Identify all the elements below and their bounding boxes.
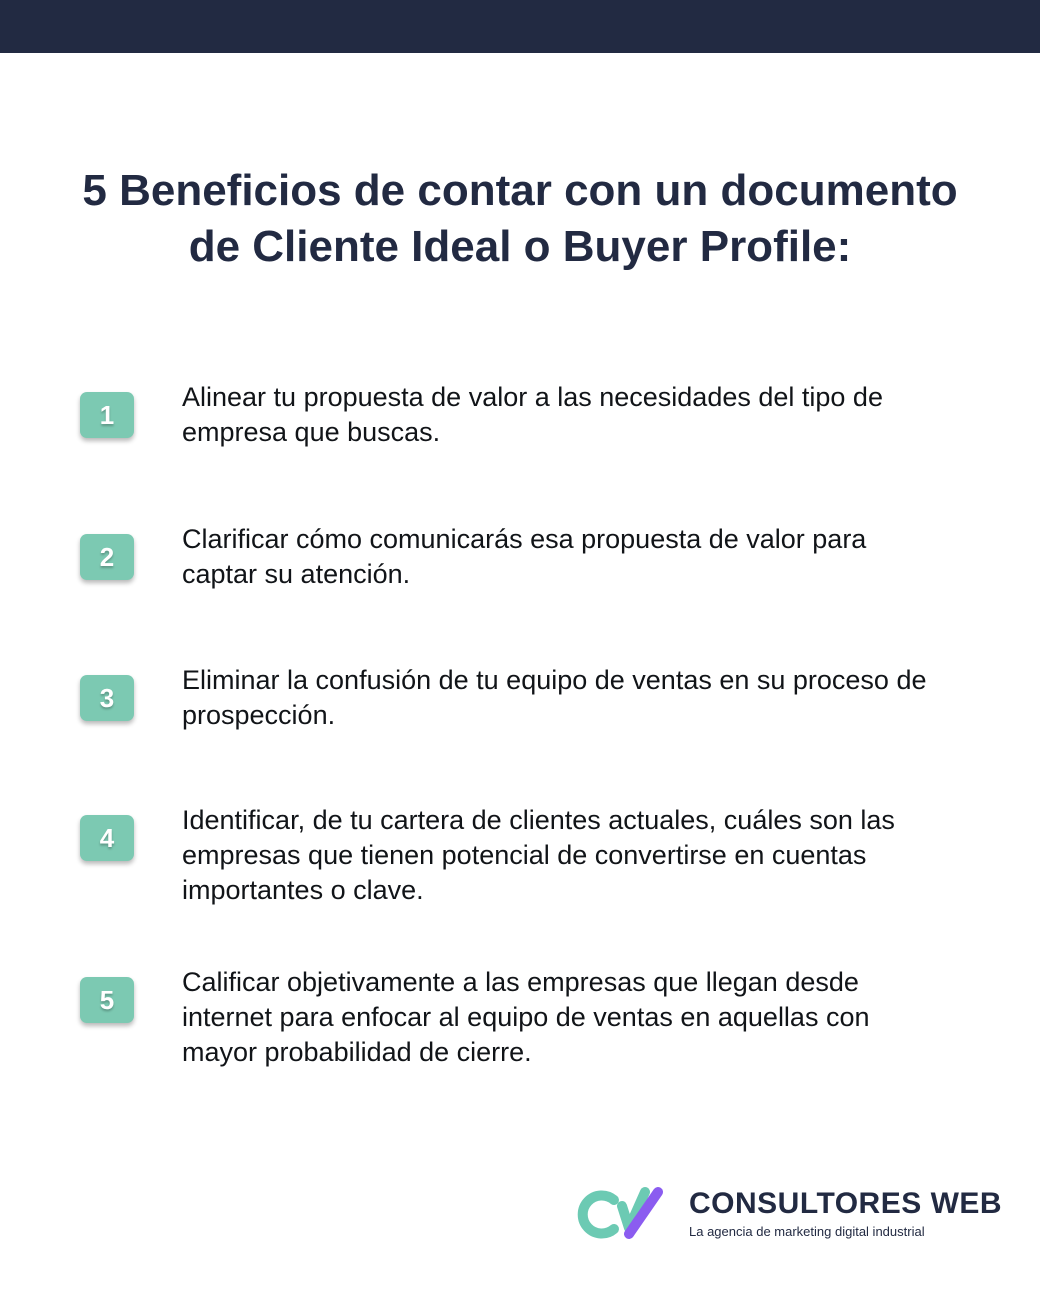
page-title-line-1: 5 Beneficios de contar con un documento — [82, 166, 958, 215]
benefit-text: Calificar objetivamente a las empresas que llegan desde internet para enfocar al equipo de ventas en aquellas con mayor probabilidad de cierre. — [182, 967, 870, 1067]
benefit-text: Identificar, de tu cartera de clientes actuales, cuáles son las empresas que tienen potencial de convertirse en cuentas importantes o clave. — [182, 805, 895, 905]
benefit-text: Eliminar la confusión de tu equipo de ventas en su proceso de prospección. — [182, 665, 927, 730]
brand-tagline: La agencia de marketing digital industrial — [689, 1224, 925, 1239]
brand-name: CONSULTORES WEB — [689, 1187, 1003, 1220]
benefit-number-badge: 5 — [80, 977, 134, 1023]
brand-logo — [570, 1182, 1003, 1252]
benefit-number-badge: 1 — [80, 392, 134, 438]
benefit-number-badge: 3 — [80, 675, 134, 721]
benefit-text: Alinear tu propuesta de valor a las necesidades del tipo de empresa que buscas. — [182, 382, 883, 447]
benefit-number-badge: 2 — [80, 534, 134, 580]
consultores-web-logo-icon — [570, 1182, 674, 1246]
page-title-line-2: de Cliente Ideal o Buyer Profile: — [188, 222, 852, 271]
benefit-number-badge: 4 — [80, 815, 134, 861]
benefit-text: Clarificar cómo comunicarás esa propuesta de valor para captar su atención. — [182, 524, 867, 589]
